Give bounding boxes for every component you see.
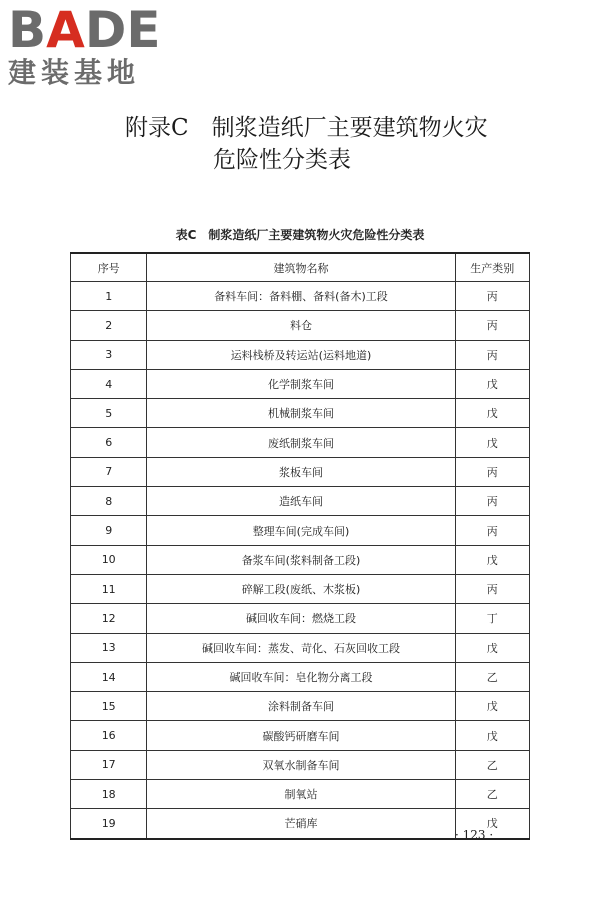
table-row (71, 282, 530, 311)
cell-production-category: 戊 (455, 809, 529, 839)
cell-building-name: 碳酸钙研磨车间 (147, 721, 455, 750)
cell-production-category: 丙 (455, 311, 529, 340)
brand-logo (8, 1, 188, 90)
cell-serial-no: 7 (71, 457, 147, 486)
cell-building-name: 化学制浆车间 (147, 369, 455, 398)
cell-production-category: 乙 (455, 750, 529, 779)
cell-serial-no: 15 (71, 692, 147, 721)
cell-production-category: 丙 (455, 340, 529, 369)
table-row (71, 340, 530, 369)
table-row (71, 604, 530, 633)
fire-hazard-table (70, 252, 530, 840)
appendix-title-line1: 附录C 制浆造纸厂主要建筑物火灾 (125, 115, 488, 141)
cell-serial-no: 1 (71, 282, 147, 311)
table-row (71, 487, 530, 516)
cell-building-name: 碱回收车间：蒸发、苛化、石灰回收工段 (147, 633, 455, 662)
cell-building-name: 运料栈桥及转运站(运料地道) (147, 340, 455, 369)
cell-building-name: 碱回收车间：皂化物分离工段 (147, 662, 455, 691)
table-row (71, 545, 530, 574)
cell-building-name: 浆板车间 (147, 457, 455, 486)
brand-letters-de: DE (84, 1, 161, 59)
table-row (71, 633, 530, 662)
cell-serial-no: 11 (71, 574, 147, 603)
cell-serial-no: 3 (71, 340, 147, 369)
header-serial-no: 序号 (71, 253, 147, 282)
cell-production-category: 丙 (455, 516, 529, 545)
header-building-name: 建筑物名称 (147, 253, 455, 282)
cell-serial-no: 17 (71, 750, 147, 779)
table-row (71, 750, 530, 779)
cell-building-name: 机械制浆车间 (147, 399, 455, 428)
cell-serial-no: 8 (71, 487, 147, 516)
cell-production-category: 戊 (455, 692, 529, 721)
cell-serial-no: 5 (71, 399, 147, 428)
cell-building-name: 双氧水制备车间 (147, 750, 455, 779)
cell-serial-no: 6 (71, 428, 147, 457)
table-row (71, 399, 530, 428)
table-row (71, 428, 530, 457)
cell-serial-no: 18 (71, 780, 147, 809)
appendix-title-line2: 危险性分类表 (213, 147, 351, 173)
table-row (71, 457, 530, 486)
cell-production-category: 丙 (455, 457, 529, 486)
cell-production-category: 丙 (455, 574, 529, 603)
appendix-title (125, 112, 565, 176)
cell-serial-no: 13 (71, 633, 147, 662)
cell-building-name: 整理车间(完成车间) (147, 516, 455, 545)
cell-serial-no: 10 (71, 545, 147, 574)
cell-production-category: 戊 (455, 399, 529, 428)
page-number: · 123 · (455, 828, 494, 842)
cell-building-name: 芒硝库 (147, 809, 455, 839)
table-row (71, 692, 530, 721)
cell-production-category: 丁 (455, 604, 529, 633)
cell-serial-no: 14 (71, 662, 147, 691)
table-row (71, 516, 530, 545)
table-row (71, 662, 530, 691)
cell-production-category: 戊 (455, 369, 529, 398)
brand-logo-subtitle: 建装基地 (8, 56, 141, 89)
cell-production-category: 丙 (455, 487, 529, 516)
cell-building-name: 碎解工段(废纸、木浆板) (147, 574, 455, 603)
cell-production-category: 戊 (455, 428, 529, 457)
cell-production-category: 戊 (455, 633, 529, 662)
cell-building-name: 涂料制备车间 (147, 692, 455, 721)
cell-building-name: 制氧站 (147, 780, 455, 809)
cell-building-name: 备料车间：备料棚、备料(备木)工段 (147, 282, 455, 311)
table-row (71, 780, 530, 809)
cell-serial-no: 12 (71, 604, 147, 633)
header-production-category: 生产类别 (455, 253, 529, 282)
brand-logo-wordmark (8, 1, 188, 59)
cell-production-category: 戊 (455, 721, 529, 750)
table-caption: 表C 制浆造纸厂主要建筑物火灾危险性分类表 (175, 228, 425, 242)
cell-serial-no: 2 (71, 311, 147, 340)
cell-production-category: 乙 (455, 662, 529, 691)
table-row (71, 574, 530, 603)
cell-production-category: 丙 (455, 282, 529, 311)
brand-letter-a: A (46, 1, 85, 59)
cell-building-name: 备浆车间(浆料制备工段) (147, 545, 455, 574)
cell-serial-no: 9 (71, 516, 147, 545)
cell-production-category: 乙 (455, 780, 529, 809)
cell-building-name: 料仓 (147, 311, 455, 340)
cell-building-name: 碱回收车间：燃烧工段 (147, 604, 455, 633)
cell-building-name: 造纸车间 (147, 487, 455, 516)
cell-serial-no: 16 (71, 721, 147, 750)
cell-production-category: 戊 (455, 545, 529, 574)
cell-serial-no: 19 (71, 809, 147, 839)
table-header-row (71, 253, 530, 282)
table-body (71, 282, 530, 839)
table-row (71, 311, 530, 340)
table-row (71, 721, 530, 750)
brand-letter-b: B (8, 1, 47, 59)
cell-building-name: 废纸制浆车间 (147, 428, 455, 457)
table-row (71, 369, 530, 398)
cell-serial-no: 4 (71, 369, 147, 398)
